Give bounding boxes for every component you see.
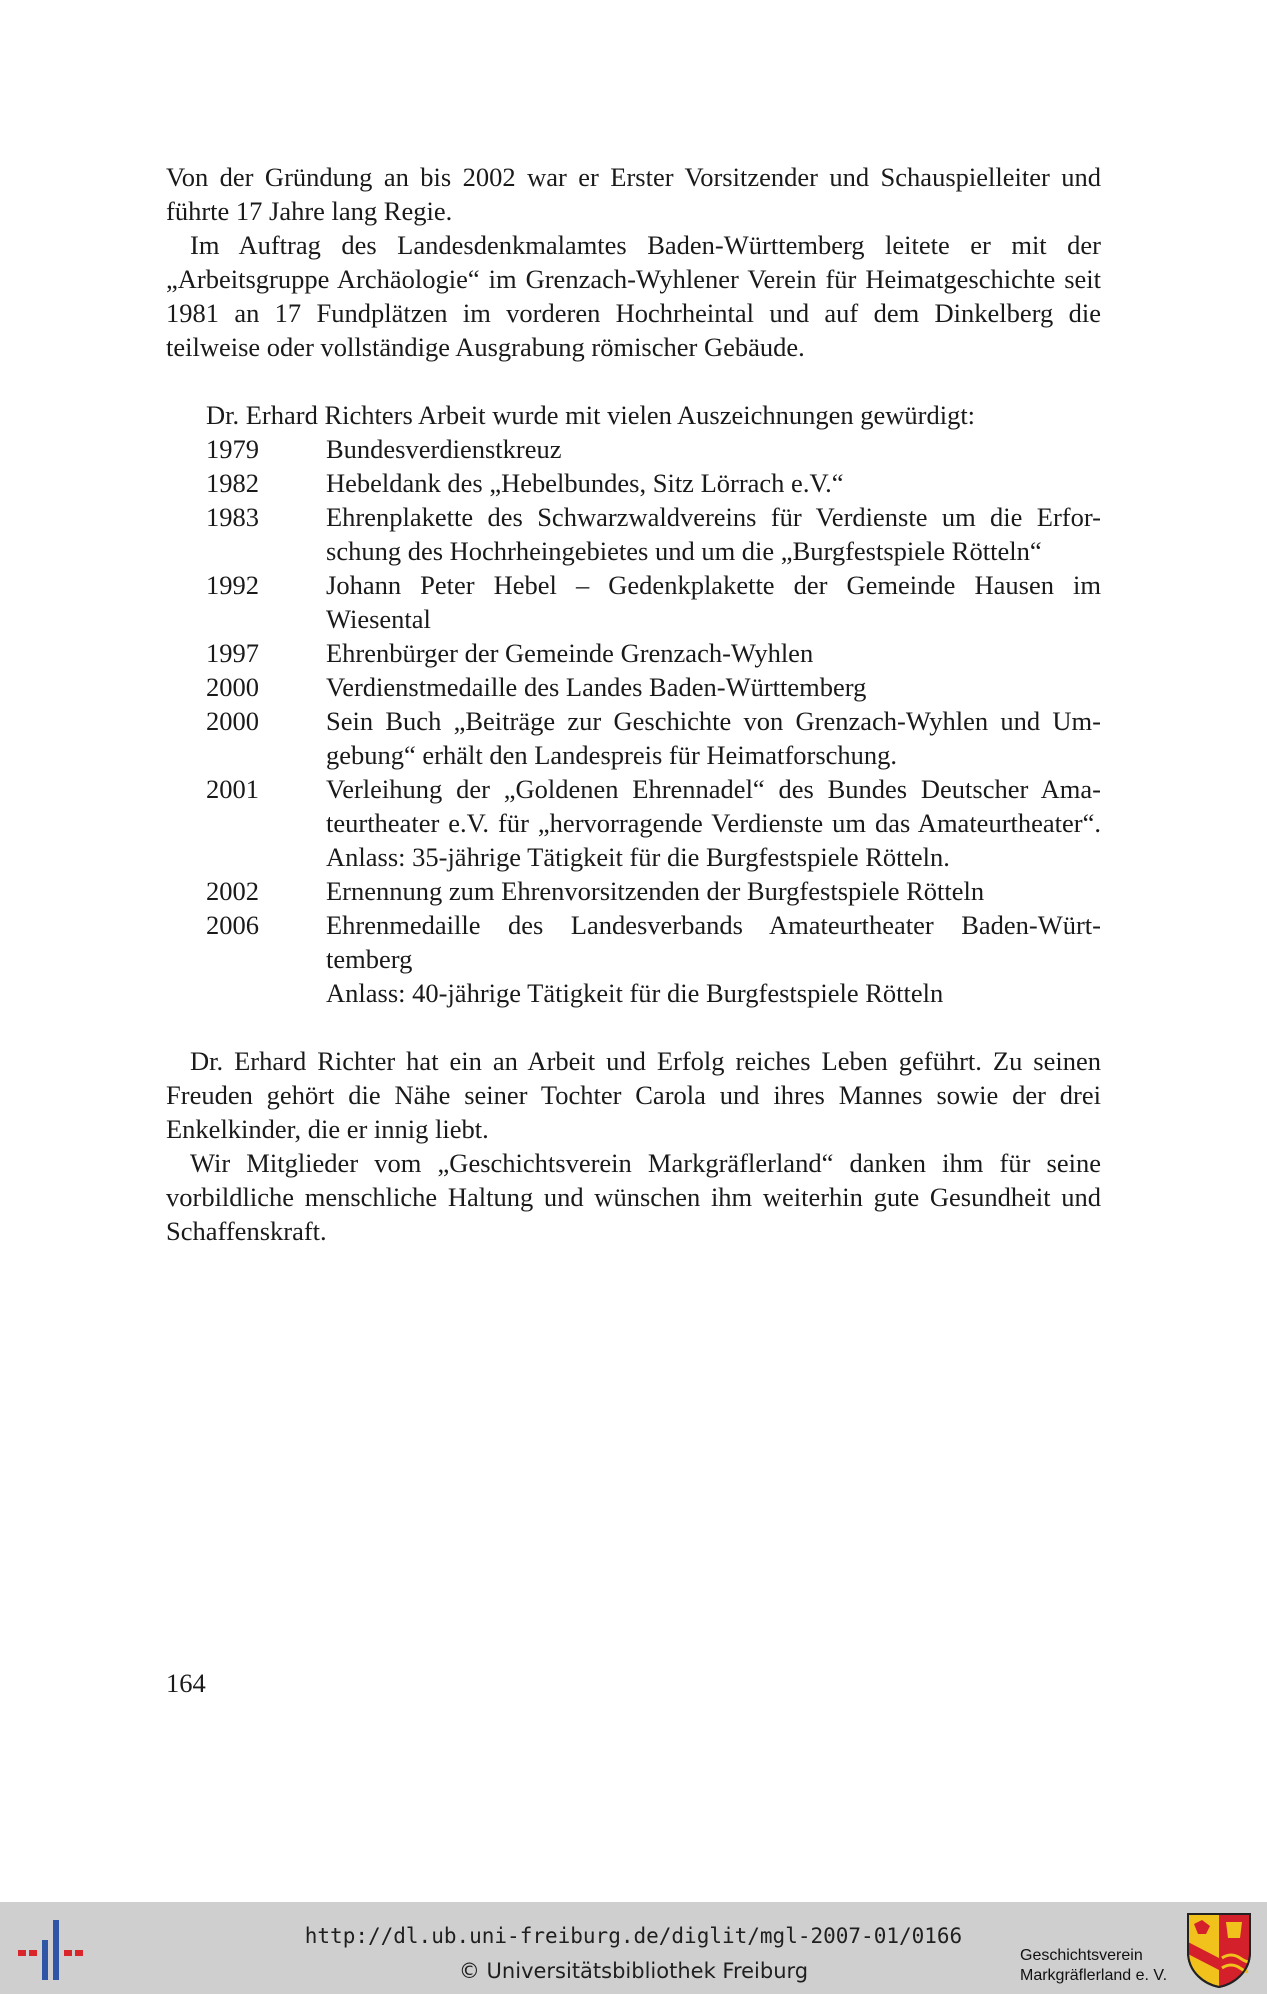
award-description <box>326 772 1101 874</box>
award-description <box>326 432 1101 466</box>
document-body <box>166 160 1101 1248</box>
award-line: Verleihung der „Goldenen Ehrennadel“ des Bundes Deutscher Ama- <box>326 774 1101 804</box>
award-item <box>206 772 1101 874</box>
award-description <box>326 500 1101 568</box>
award-description <box>326 670 1101 704</box>
paragraph: Wir Mitglieder vom „Geschichtsverein Markgräflerland“ danken ihm für seine vorbildliche menschliche Haltung und wünschen ihm weiterhin gute Gesundheit und Schaffenskraft. <box>166 1148 1101 1246</box>
award-line: Hebeldank des „Hebelbundes, Sitz Lörrach e.V.“ <box>326 468 844 498</box>
award-line: gebung“ erhält den Landespreis für Heimatforschung. <box>326 740 898 770</box>
awards-intro: Dr. Erhard Richters Arbeit wurde mit vielen Auszeichnungen gewürdigt: <box>206 400 976 430</box>
award-line: Ehrenmedaille des Landesverbands Amateurtheater Baden-Würt- <box>326 910 1101 940</box>
award-year: 1992 <box>206 570 259 600</box>
page-number: 164 <box>166 1668 206 1698</box>
award-item <box>206 874 1101 908</box>
award-item <box>206 568 1101 636</box>
award-description <box>326 908 1101 1010</box>
award-line: Sein Buch „Beiträge zur Geschichte von Grenzach-Wyhlen und Um- <box>326 706 1101 736</box>
footer-bar <box>0 1902 1267 1994</box>
award-item <box>206 500 1101 568</box>
award-line: Ernennung zum Ehrenvorsitzenden der Burgfestspiele Rötteln <box>326 876 985 906</box>
award-description <box>326 874 1101 908</box>
award-item <box>206 432 1101 466</box>
award-item <box>206 670 1101 704</box>
award-year: 1979 <box>206 434 259 464</box>
award-line: Ehrenbürger der Gemeinde Grenzach-Wyhlen <box>326 638 814 668</box>
copyright-notice: © Universitätsbibliothek Freiburg <box>458 1959 809 1983</box>
award-description <box>326 636 1101 670</box>
paragraph: Von der Gründung an bis 2002 war er Erster Vorsitzender und Schauspielleiter und führte 17 Jahre lang Regie. <box>166 162 1101 226</box>
award-item <box>206 636 1101 670</box>
award-line: Anlass: 40-jährige Tätigkeit für die Burgfestspiele Rötteln <box>326 978 944 1008</box>
award-line: Bundesverdienstkreuz <box>326 434 562 464</box>
award-line: Verdienstmedaille des Landes Baden-Württemberg <box>326 672 867 702</box>
award-year: 1983 <box>206 502 259 532</box>
award-line: Johann Peter Hebel – Gedenkplakette der Gemeinde Hausen im <box>326 570 1101 600</box>
award-year: 2002 <box>206 876 259 906</box>
award-year: 2000 <box>206 672 259 702</box>
coat-of-arms-icon <box>1186 1912 1252 1988</box>
award-line: Anlass: 35-jährige Tätigkeit für die Burgfestspiele Rötteln. <box>326 842 950 872</box>
award-line: Ehrenplakette des Schwarzwaldvereins für Verdienste um die Erfor- <box>326 502 1101 532</box>
award-line: temberg <box>326 944 413 974</box>
source-url[interactable]: http://dl.ub.uni-freiburg.de/diglit/mgl-2007-01/0166 <box>304 1924 963 1948</box>
award-line: schung des Hochrheingebietes und um die „Burgfestspiele Rötteln“ <box>326 536 1042 566</box>
society-name-line: Markgräflerland e. V. <box>1020 1967 1168 1984</box>
award-line: teurtheater e.V. für „hervorragende Verdienste um das Amateurtheater“. <box>326 808 1101 838</box>
award-description <box>326 466 1101 500</box>
paragraph: Dr. Erhard Richter hat ein an Arbeit und Erfolg reiches Leben geführt. Zu seinen Freuden gehört die Nähe seiner Tochter Carola und ihres Mannes sowie der drei Enkelkinder, die er innig liebt. <box>166 1046 1101 1144</box>
award-item <box>206 908 1101 1010</box>
awards-list <box>166 398 1101 1010</box>
award-year: 1997 <box>206 638 259 668</box>
society-name <box>1020 1946 1167 1986</box>
award-year: 2006 <box>206 910 259 940</box>
award-year: 2000 <box>206 706 259 736</box>
award-description <box>326 704 1101 772</box>
closing-section <box>166 1044 1101 1248</box>
award-year: 1982 <box>206 468 259 498</box>
award-year: 2001 <box>206 774 259 804</box>
award-item <box>206 704 1101 772</box>
award-description <box>326 568 1101 636</box>
society-name-line: Geschichtsverein <box>1020 1947 1143 1964</box>
award-item <box>206 466 1101 500</box>
paragraph: Im Auftrag des Landesdenkmalamtes Baden-Württemberg leitete er mit der „Arbeitsgruppe Archäologie“ im Grenzach-Wyhlener Verein für Heimatgeschichte seit 1981 an 17 Fundplätzen im vorderen Hochrheintal und auf dem Dinkelberg die teilweise oder vollständige Ausgrabung römischer Gebäude. <box>166 230 1101 362</box>
award-line: Wiesental <box>326 604 431 634</box>
